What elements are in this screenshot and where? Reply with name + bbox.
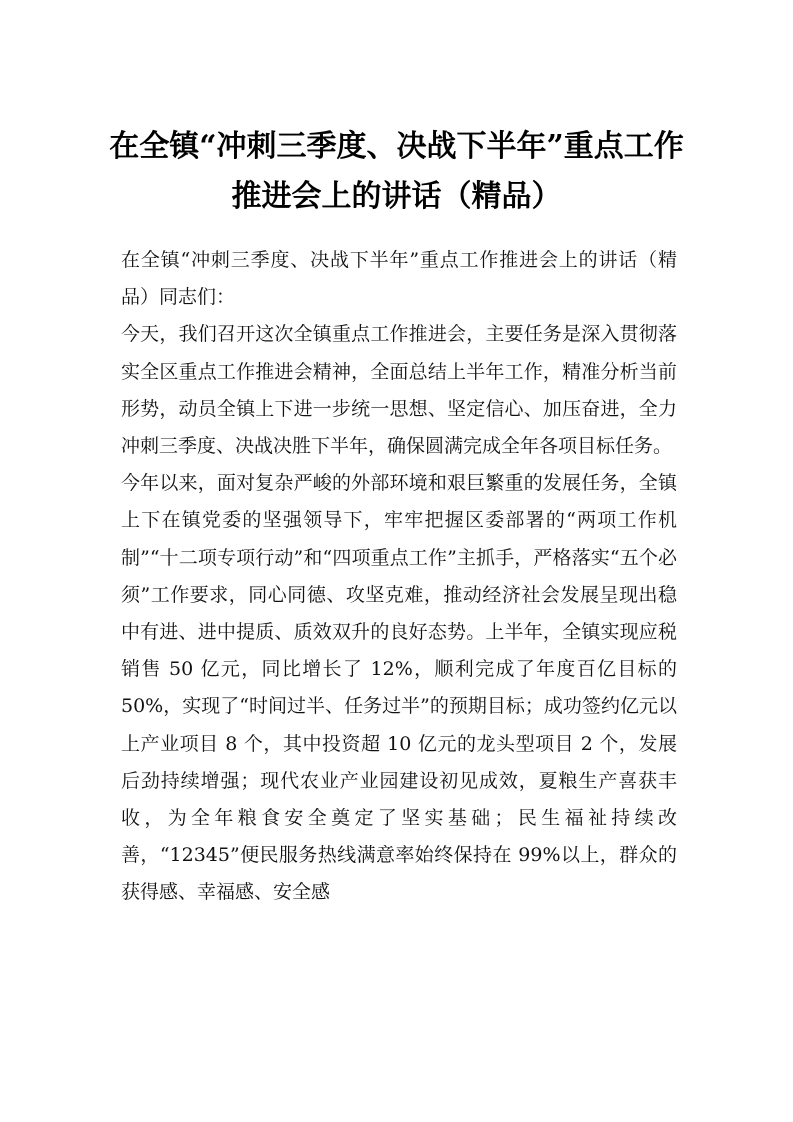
paragraph-review: 今年以来，面对复杂严峻的外部环境和艰巨繁重的发展任务，全镇上下在镇党委的坚强领导下，牢牢把握区委部署的“两项工作机制”“十二项专项行动”和“四项重点工作”主抓手，严格落实“五个必须”工作要求，同心同德、攻坚克难，推动经济社会发展呈现出稳中有进、进中提质、质效双升的良好态势。上半年，全镇实现应税销售 50 亿元，同比增长了 12%，顺利完成了年度百亿目标的 50%，实现了“时间过半、任务过半”的预期目标；成功签约亿元以上产业项目 8 个，其中投资超 10 亿元的龙头型项目 2 个，发展后劲持续增强；现代农业产业园建设初见成效，夏粮生产喜获丰收，为全年粮食安全奠定了坚实基础；民生福祉持续改善，“12345”便民服务热线满意率始终保持在 99%以上，群众的获得感、幸福感、安全感 — [121, 472, 677, 904]
paragraph-salutation: 在全镇“冲刺三季度、决战下半年”重点工作推进会上的讲话（精品）同志们： — [121, 249, 677, 309]
document-body — [121, 242, 677, 912]
paragraph-opening: 今天，我们召开这次全镇重点工作推进会，主要任务是深入贯彻落实全区重点工作推进会精神，全面总结上半年工作，精准分析当前形势，动员全镇上下进一步统一思想、坚定信心、加压奋进，全力冲刺三季度、决战决胜下半年，确保圆满完成全年各项目标任务。 — [121, 323, 677, 458]
document-title: 在全镇“冲刺三季度、决战下半年”重点工作推进会上的讲话（精品） — [109, 129, 684, 214]
